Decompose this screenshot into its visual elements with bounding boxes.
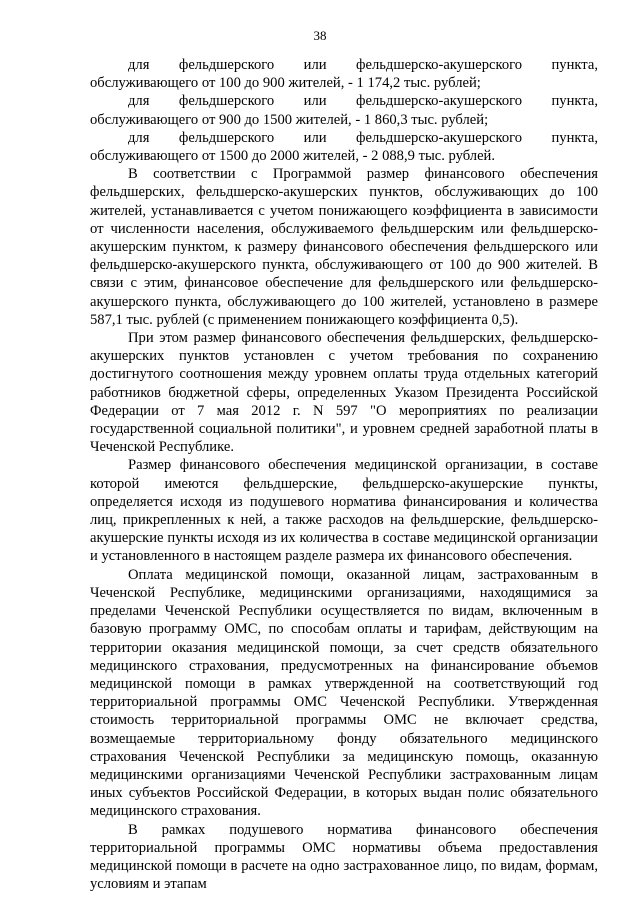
paragraph-organization-financing: Размер финансового обеспечения медицинской организации, в составе которой имеются фельдшерские, фельдшерско-акушерские пункты, определяется исходя из подушевого норматива финансирования и количества лиц, прикрепленных к ней, а также расходов на фельдшерские, фельдшерско-акушерские пункты исходя из их количества в составе медицинской организации и установленного в настоящем разделе размера их финансового обеспечения.	[90, 457, 598, 565]
paragraph-salary-ratio: При этом размер финансового обеспечения фельдшерских, фельдшерско-акушерских пунктов установлен с учетом требования по сохранению достигнутого соотношения между уровнем оплаты труда отдельных категорий работников бюджетной сферы, определенных Указом Президента Российской Федерации от 7 мая 2012 г. N 597 "О мероприятиях по реализации государственной социальной политики", и уровнем средней заработной платы в Чеченской Республике.	[90, 330, 598, 456]
paragraph-fap-100-900: для фельдшерского или фельдшерско-акушерского пункта, обслуживающего от 100 до 900 жителей, - 1 174,2 тыс. рублей;	[90, 57, 598, 92]
paragraph-fap-900-1500: для фельдшерского или фельдшерско-акушерского пункта, обслуживающего от 900 до 1500 жителей, - 1 860,3 тыс. рублей;	[90, 93, 598, 128]
paragraph-out-of-region-payment: Оплата медицинской помощи, оказанной лицам, застрахованным в Чеченской Республике, медицинскими организациями, находящимися за пределами Чеченской Республики осуществляется по видам, включенным в базовую программу ОМС, по способам оплаты и тарифам, действующим на территории оказания медицинской помощи, за счет средств обязательного медицинского страхования, предусмотренных на финансирование объемов медицинской помощи в рамках утвержденной на соответствующий год территориальной программы ОМС Чеченской Республики. Утвержденная стоимость территориальной программы ОМС не включает средства, возмещаемые территориальному фонду обязательного медицинского страхования Чеченской Республики за медицинскую помощь, оказанную медицинскими организациями Чеченской Республики застрахованным лицам иных субъектов Российской Федерации, в которых выдан полис обязательного медицинского страхования.	[90, 566, 598, 820]
paragraph-per-capita-normative: В рамках подушевого норматива финансового обеспечения территориальной программы ОМС нормативы объема предоставления медицинской помощи в расчете на одно застрахованное лицо, по видам, формам, условиям и этапам	[90, 821, 598, 893]
paragraph-fap-1500-2000: для фельдшерского или фельдшерско-акушерского пункта, обслуживающего от 1500 до 2000 жителей, - 2 088,9 тыс. рублей.	[90, 129, 598, 165]
paragraph-reduction-coefficient: В соответствии с Программой размер финансового обеспечения фельдшерских, фельдшерско-акушерских пунктов, обслуживающих до 100 жителей, устанавливается с учетом понижающего коэффициента в зависимости от численности населения, обслуживаемого фельдшерским или фельдшерско-акушерским пунктом, к размеру финансового обеспечения фельдшерского или фельдшерско-акушерского пункта, обслуживающего от 100 до 900 жителей. В связи с этим, финансовое обеспечение для фельдшерского или фельдшерско-акушерского пункта, обслуживающего до 100 жителей, установлено в размере 587,1 тыс. рублей (с применением понижающего коэффициента 0,5).	[90, 166, 598, 328]
page-number: 38	[313, 28, 327, 43]
document-body	[90, 56, 598, 893]
